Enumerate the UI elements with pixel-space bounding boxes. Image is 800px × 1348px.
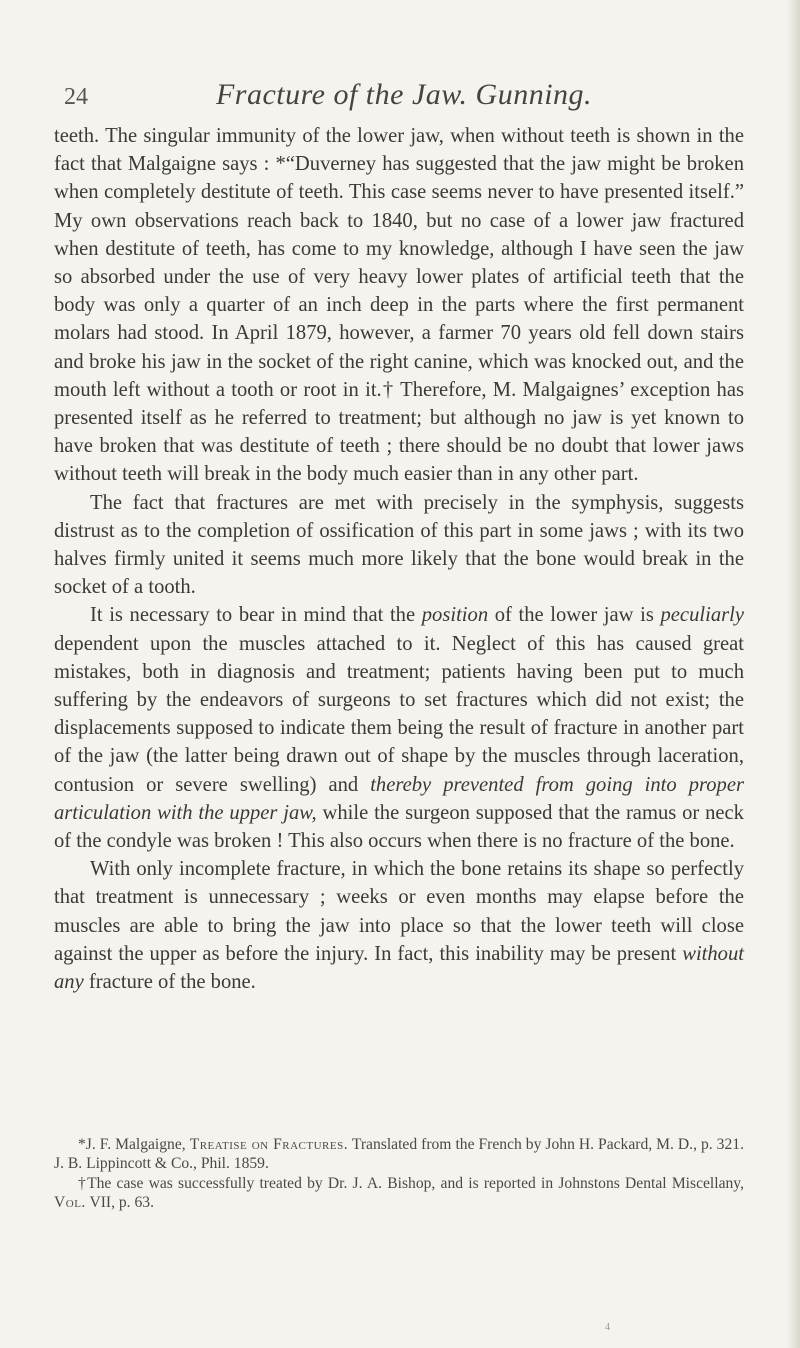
- text-run: With only incomplete fracture, in which the bone retains its shape so perfectly that treatment is unnecessary ; weeks or even months may elapse before the muscles are able to bring the jaw into place so that the lower teeth will close against the upper as before the injury. In fact, this inability may be present: [54, 858, 744, 965]
- footnote-small-caps: Treatise on Fractures.: [189, 1136, 349, 1153]
- page-number: 24: [64, 84, 88, 110]
- footnote-text: Translated from the French by John H. Packard, M. D., p. 321. J. B. Lippincott & Co., Phil. 1859.: [54, 1136, 744, 1173]
- text-run: It is necessary to bear in mind that the: [90, 604, 422, 627]
- paragraph-p4: [54, 855, 744, 996]
- italic-text: position: [421, 604, 489, 627]
- italic-text: thereby prevented from going into proper articulation with the upper jaw,: [54, 773, 744, 824]
- text-run: of the lower jaw is: [488, 604, 661, 627]
- body-text: [54, 122, 744, 996]
- footnotes: [54, 1135, 744, 1213]
- footnote-text: VII, p. 63.: [85, 1194, 154, 1212]
- page-header: [64, 78, 744, 114]
- text-run: fracture of the bone.: [83, 971, 256, 994]
- footnote-small-caps: Vol.: [54, 1194, 86, 1212]
- text-run: dependent upon the muscles attached to it. Neglect of this has caused great mistakes, both in diagnosis and treatment; patients having been put to much suffering by the endeavors of surgeons to set fractures which did not exist; the displacements supposed to indicate them being the result of fracture in another part of the jaw (the latter being drawn out of shape by the muscles through laceration, contusion or severe swelling) and: [54, 632, 744, 796]
- footnote-malgaigne: [54, 1135, 744, 1174]
- footnote-text: *J. F. Malgaigne,: [78, 1136, 190, 1153]
- paragraph-p1: [54, 122, 744, 489]
- italic-text: peculiarly: [660, 604, 744, 627]
- text-run: while the surgeon supposed that the ramus or neck of the condyle was broken ! This also occurs when there is no fracture of the bone.: [54, 801, 744, 853]
- italic-text: without any: [54, 942, 744, 994]
- running-head: Fracture of the Jaw. Gunning.: [215, 78, 593, 111]
- footnote-text: †The case was successfully treated by Dr. J. A. Bishop, and is reported in Johnstons Dental Miscellany,: [78, 1174, 744, 1192]
- paragraph-p3: [54, 601, 744, 855]
- text-run: The fact that fractures are met with precisely in the symphysis, suggests distrust as to the completion of ossification of this part in some jaws ; with its two halves firmly united it seems much more likely that the bone would break in the socket of a tooth.: [54, 491, 744, 599]
- page-mark: 4: [605, 1322, 610, 1333]
- footnote-bishop: [54, 1174, 744, 1213]
- page-edge-shadow: [786, 0, 800, 1348]
- text-run: teeth. The singular immunity of the lower jaw, when without teeth is shown in the fact that Malgaigne says : *“Duverney has suggested that the jaw might be broken when completely destitute of teeth. This case seems never to have presented itself.” My own observations reach back to 1840, but no case of a lower jaw fractured when destitute of teeth, has come to my knowledge, although I have seen the jaw so absorbed under the use of very heavy lower plates of artificial teeth that the body was only a quarter of an inch deep in the parts where the first permanent molars had stood. In April 1879, however, a farmer 70 years old fell down stairs and broke his jaw in the socket of the right canine, which was knocked out, and the mouth left without a tooth or root in it.† Therefore, M. Malgaignes’ exception has presented itself as he referred to treatment; but although no jaw is yet known to have broken that was destitute of teeth ; there should be no doubt that lower jaws without teeth will break in the body much easier than in any other part.: [54, 125, 744, 486]
- paragraph-p2: [54, 489, 744, 602]
